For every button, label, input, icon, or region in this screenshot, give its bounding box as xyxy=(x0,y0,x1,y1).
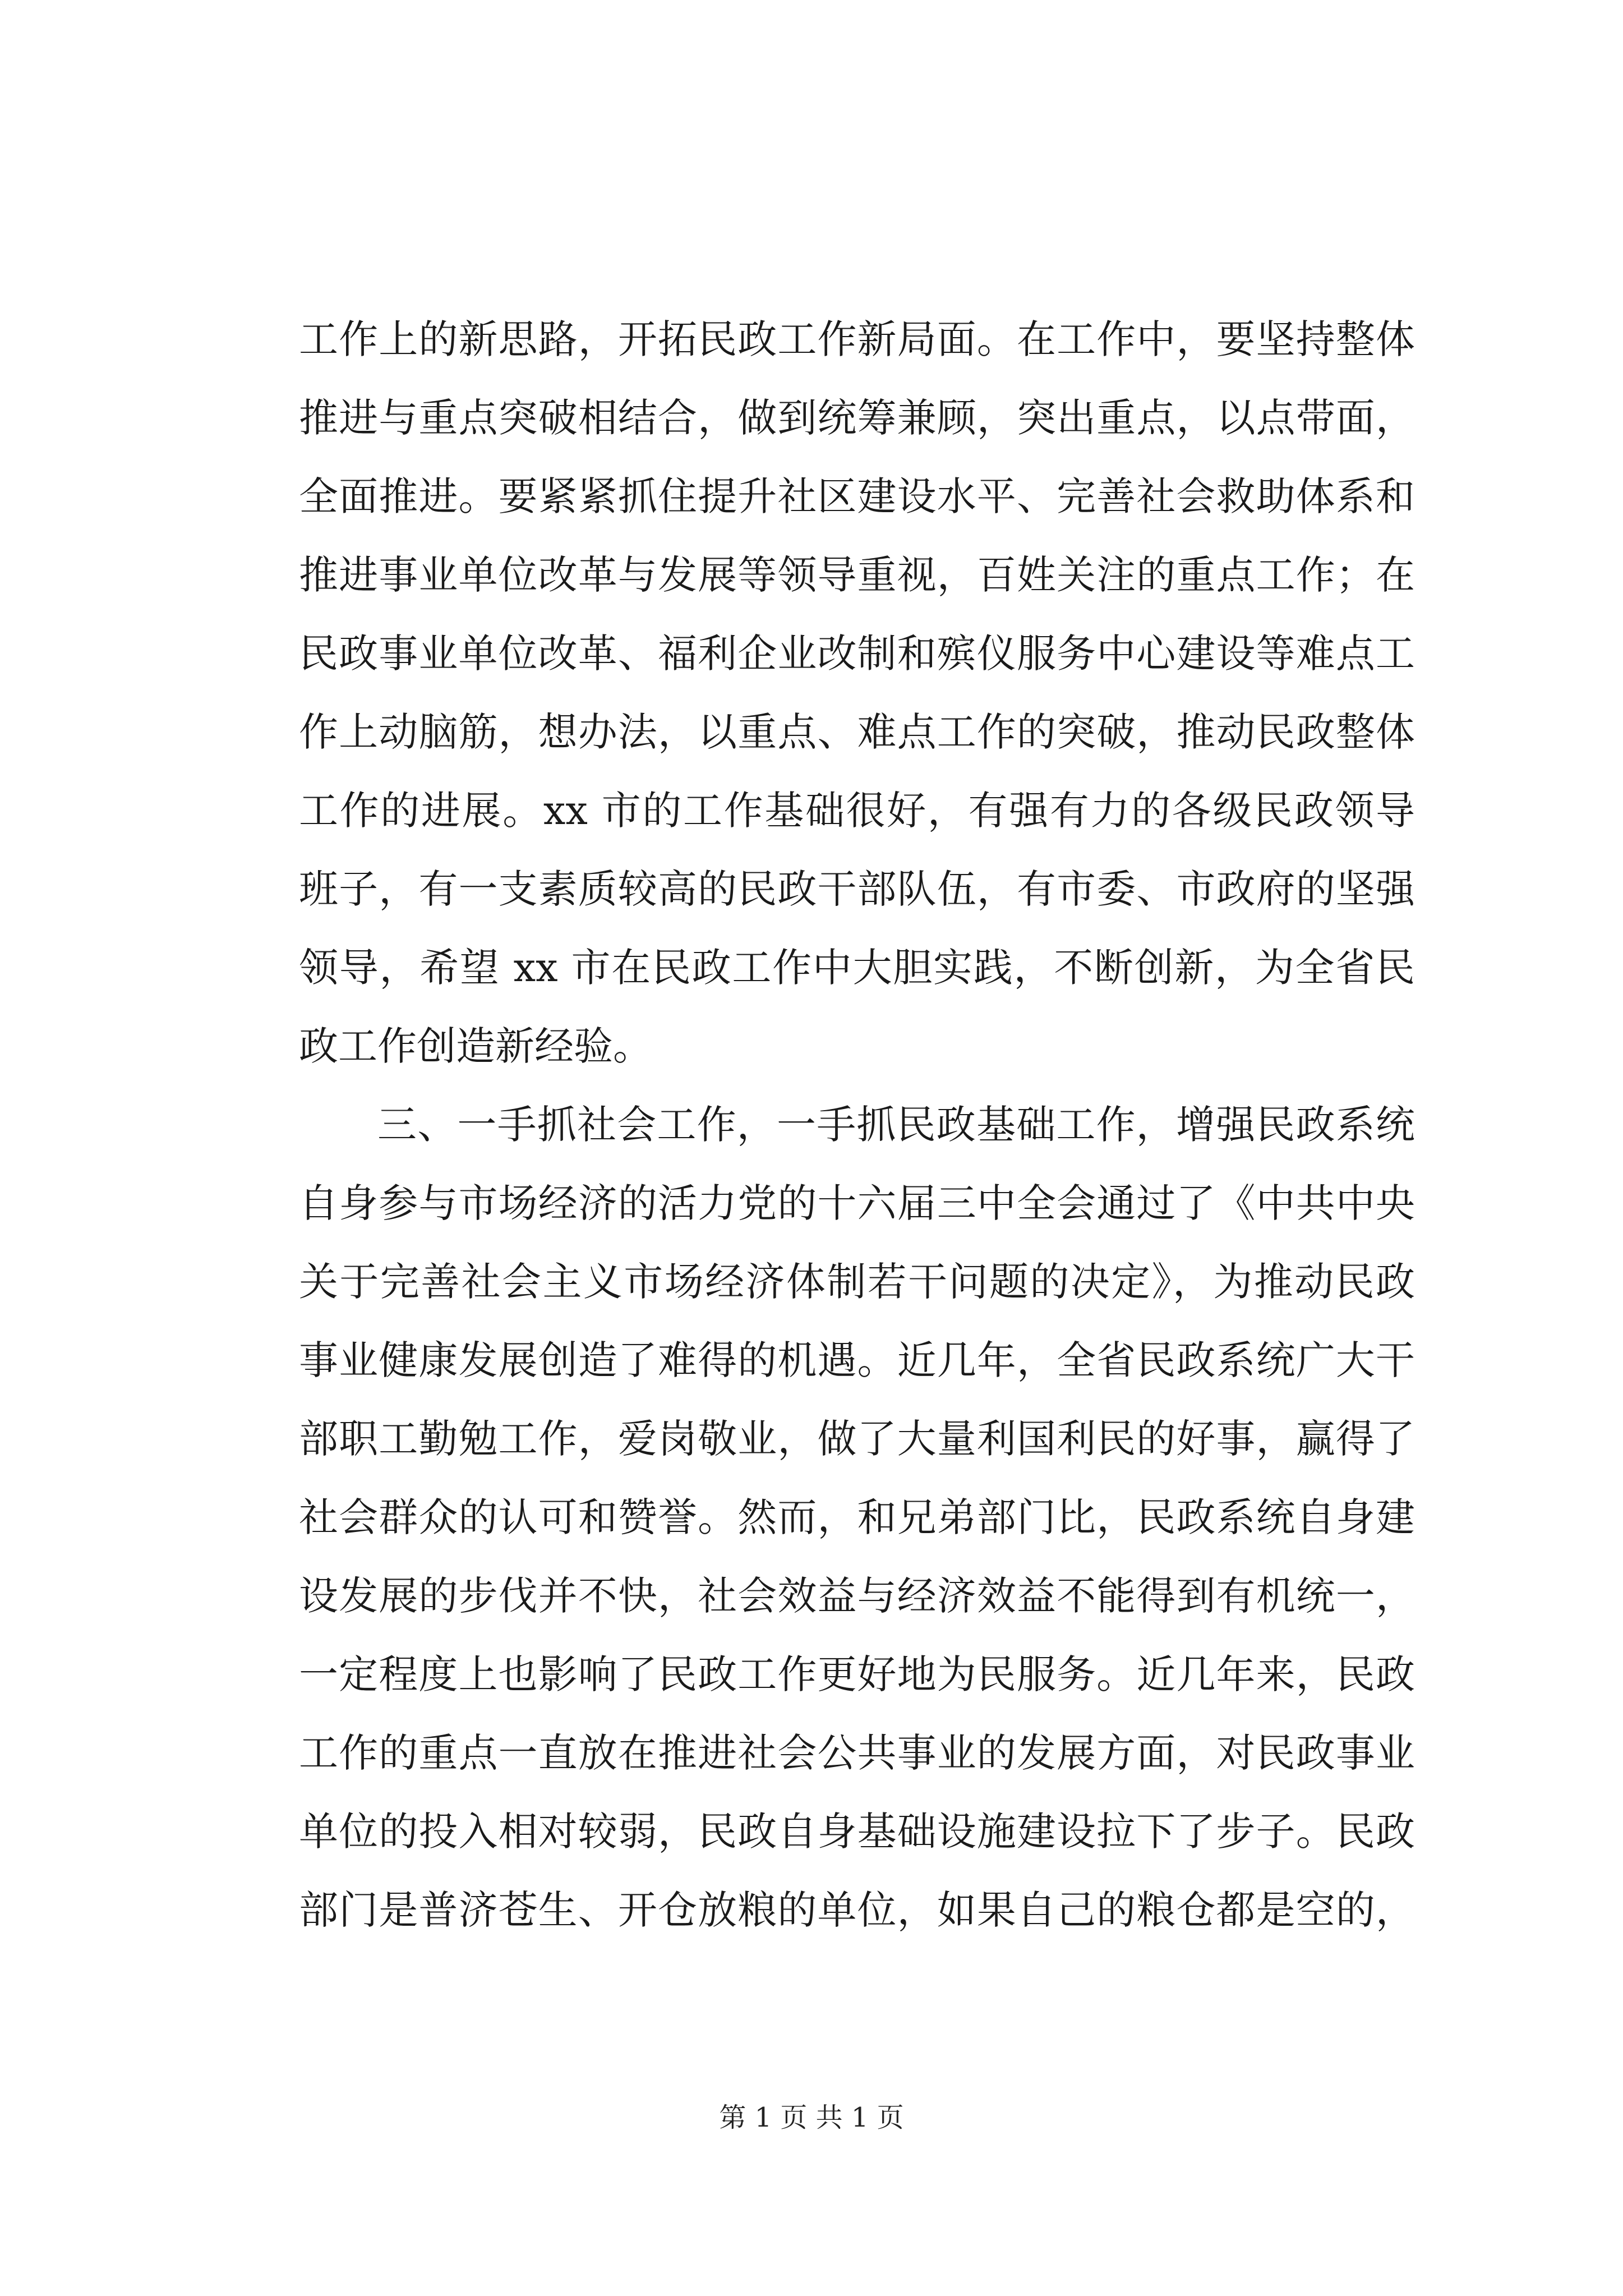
text-line: 部门是普济苍生、开仓放粮的单位，如果自己的粮仓都是空的， xyxy=(299,1887,1415,1933)
text-line: 一定程度上也影响了民政工作更好地为民服务。近几年来，民政 xyxy=(299,1651,1415,1697)
text-line: 工作的重点一直放在推进社会公共事业的发展方面，对民政事业 xyxy=(299,1730,1415,1776)
page-footer xyxy=(0,2101,1623,2134)
text-line: 工作上的新思路，开拓民政工作新局面。在工作中，要坚持整体 xyxy=(299,316,1415,362)
document-body xyxy=(299,300,1415,1949)
paragraph xyxy=(299,300,1415,1085)
text-line: 推进与重点突破相结合，做到统筹兼顾，突出重点，以点带面， xyxy=(299,395,1415,441)
text-line: 事业健康发展创造了难得的机遇。近几年，全省民政系统广大干 xyxy=(299,1337,1415,1383)
text-line: 民政事业单位改革、福利企业改制和殡仪服务中心建设等难点工 xyxy=(299,631,1415,677)
text-line: 政工作创造新经验。 xyxy=(299,1023,652,1069)
text-line: 班子，有一支素质较高的民政干部队伍，有市委、市政府的坚强 xyxy=(299,866,1415,912)
text-line: 领导，希望 xx 市在民政工作中大胆实践，不断创新，为全省民 xyxy=(299,945,1415,991)
text-line: 推进事业单位改革与发展等领导重视，百姓关注的重点工作；在 xyxy=(299,552,1415,598)
text-line: 工作的进展。xx 市的工作基础很好，有强有力的各级民政领导 xyxy=(299,788,1415,834)
text-line: 设发展的步伐并不快，社会效益与经济效益不能得到有机统一， xyxy=(299,1573,1415,1619)
text-line: 自身参与市场经济的活力党的十六届三中全会通过了《中共中央 xyxy=(299,1180,1415,1226)
text-line: 社会群众的认可和赞誉。然而，和兄弟部门比，民政系统自身建 xyxy=(299,1494,1415,1540)
text-line: 三、一手抓社会工作，一手抓民政基础工作，增强民政系统 xyxy=(377,1102,1415,1148)
text-line: 全面推进。要紧紧抓住提升社区建设水平、完善社会救助体系和 xyxy=(299,473,1415,519)
text-line: 作上动脑筋，想办法，以重点、难点工作的突破，推动民政整体 xyxy=(299,709,1415,755)
text-line: 单位的投入相对较弱，民政自身基础设施建设拉下了步子。民政 xyxy=(299,1809,1415,1855)
page-number: 第 1 页 共 1 页 xyxy=(719,2102,904,2133)
paragraph xyxy=(299,1085,1415,1949)
text-line: 部职工勤勉工作，爱岗敬业，做了大量利国利民的好事，赢得了 xyxy=(299,1416,1415,1462)
text-line: 关于完善社会主义市场经济体制若干问题的决定》，为推动民政 xyxy=(299,1259,1415,1305)
